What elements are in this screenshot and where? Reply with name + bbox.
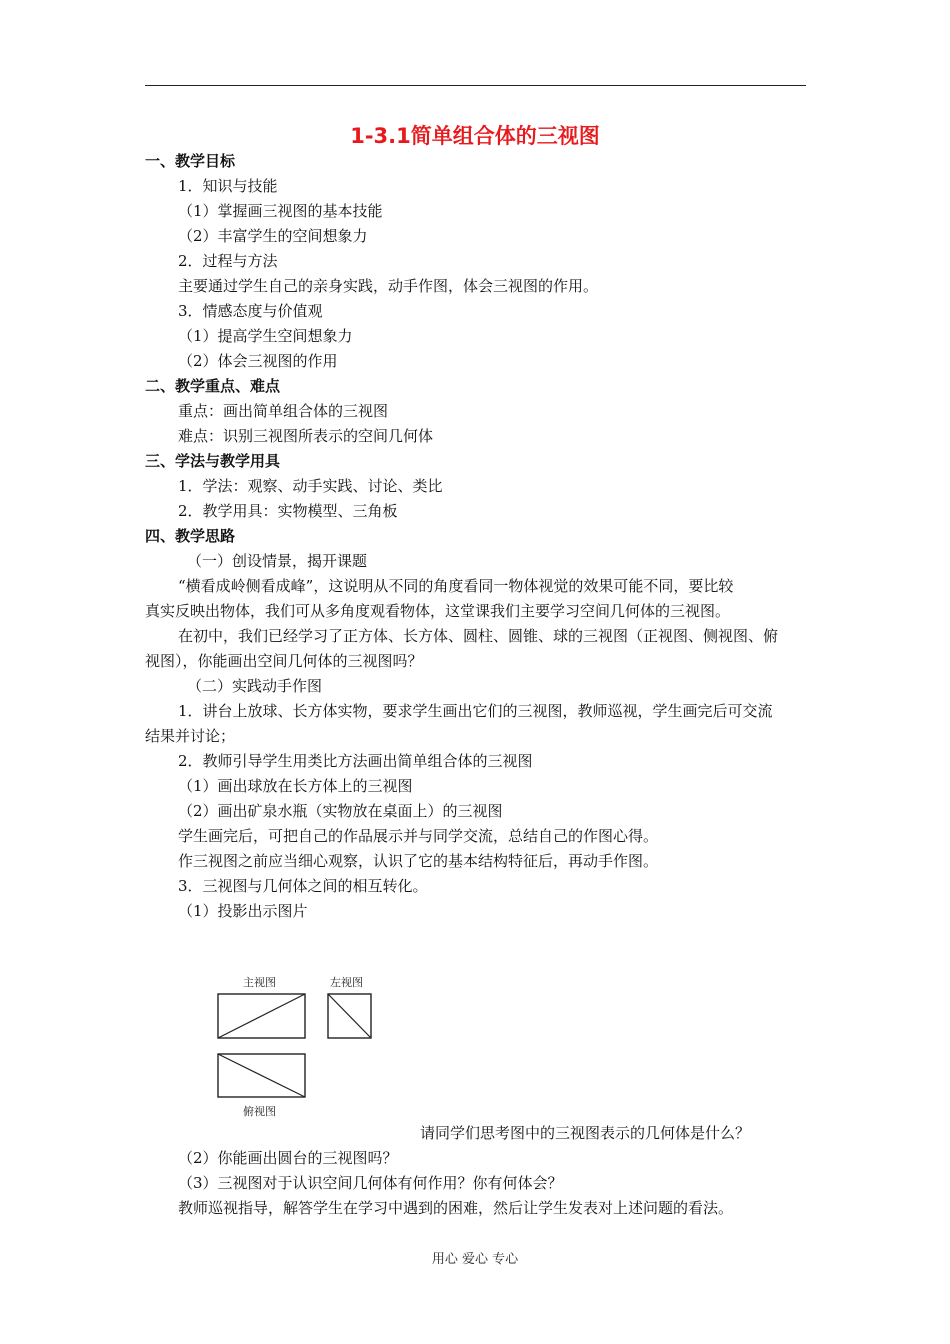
text-line: 2．教学用具：实物模型、三角板 [178, 502, 398, 520]
text-line: （1）掌握画三视图的基本技能 [178, 202, 383, 220]
section-heading-2: 二、教学重点、难点 [145, 377, 281, 395]
text-line: （2）你能画出圆台的三视图吗？ [178, 1149, 398, 1167]
figure-question: 请同学们思考图中的三视图表示的几何体是什么？ [420, 1124, 751, 1142]
subheading: （二）实践动手作图 [187, 677, 323, 695]
three-view-figure [210, 968, 380, 1128]
text-line: 结果并讨论； [145, 727, 236, 745]
top-view-label: 俯视图 [243, 1105, 276, 1118]
subheading: 3．情感态度与价值观 [178, 302, 323, 320]
section-heading-1: 一、教学目标 [145, 152, 236, 170]
subheading: （一）创设情景，揭开课题 [187, 552, 368, 570]
page-footer: 用心 爱心 专心 [431, 1252, 519, 1267]
text-line: 1．学法：观察、动手实践、讨论、类比 [178, 477, 443, 495]
top-view-diagonal [218, 1054, 305, 1097]
subheading: 1．知识与技能 [178, 177, 278, 195]
text-line: 在初中，我们已经学习了正方体、长方体、圆柱、圆锥、球的三视图（正视图、侧视图、俯 [178, 627, 779, 645]
text-line: 3．三视图与几何体之间的相互转化。 [178, 877, 428, 895]
text-line: 视图），你能画出空间几何体的三视图吗？ [145, 652, 423, 670]
text-line: （1）画出球放在长方体上的三视图 [178, 777, 413, 795]
text-line: 学生画完后，可把自己的作品展示并与同学交流，总结自己的作图心得。 [178, 827, 659, 845]
text-line: （2）体会三视图的作用 [178, 352, 338, 370]
header-rule [145, 85, 806, 86]
section-heading-3: 三、学法与教学用具 [145, 452, 281, 470]
text-line: （3）三视图对于认识空间几何体有何作用？你有何体会？ [178, 1174, 563, 1192]
subheading: 2．过程与方法 [178, 252, 278, 270]
left-view-diagonal [328, 994, 371, 1038]
section-heading-4: 四、教学思路 [145, 527, 236, 545]
text-line: 2．教师引导学生用类比方法画出简单组合体的三视图 [178, 752, 533, 770]
text-line: “横看成岭侧看成峰”，这说明从不同的角度看同一物体视觉的效果可能不同，要比较 [178, 577, 734, 595]
text-line: 重点：画出简单组合体的三视图 [178, 402, 389, 420]
text-line: 主要通过学生自己的亲身实践，动手作图，体会三视图的作用。 [178, 277, 599, 295]
text-line: 真实反映出物体，我们可从多角度观看物体，这堂课我们主要学习空间几何体的三视图。 [145, 602, 731, 620]
page-title: 1-3.1简单组合体的三视图 [350, 124, 600, 148]
text-line: 教师巡视指导，解答学生在学习中遇到的困难，然后让学生发表对上述问题的看法。 [178, 1199, 734, 1217]
text-line: 难点：识别三视图所表示的空间几何体 [178, 427, 434, 445]
front-view-label: 主视图 [243, 976, 276, 989]
text-line: 作三视图之前应当细心观察，认识了它的基本结构特征后，再动手作图。 [178, 852, 659, 870]
text-line: （2）画出矿泉水瓶（实物放在桌面上）的三视图 [178, 802, 503, 820]
text-line: （2）丰富学生的空间想象力 [178, 227, 368, 245]
three-view-drawing [210, 968, 380, 1128]
front-view-diagonal [218, 994, 305, 1038]
left-view-label: 左视图 [330, 976, 363, 989]
text-line: （1）投影出示图片 [178, 902, 308, 920]
text-line: 1．讲台上放球、长方体实物，要求学生画出它们的三视图，教师巡视，学生画完后可交流 [178, 702, 773, 720]
text-line: （1）提高学生空间想象力 [178, 327, 353, 345]
